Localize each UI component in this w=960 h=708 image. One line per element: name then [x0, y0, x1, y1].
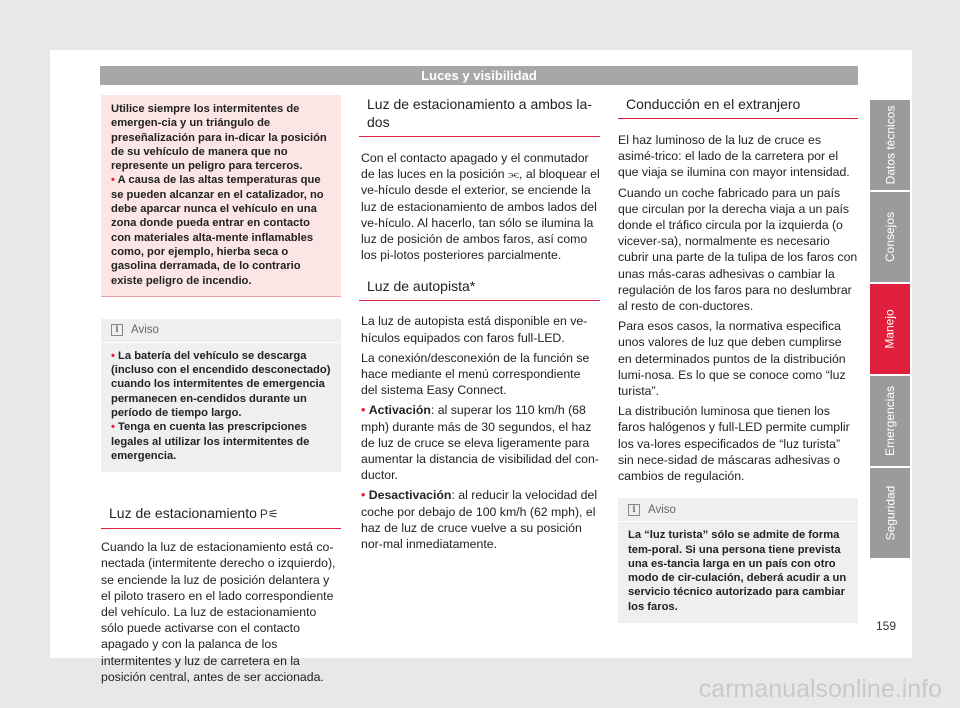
section-body: Con el contacto apagado y el conmutador de las luces en la posición ⫘, al bloquear el ve-hículo desde el exterior, se enciende la luz de estacionamiento de ambos lados del ve-hículo. Al hacerlo, tan sólo se ilumina la luz de posición de ambos faros, así como los pi-lotos posteriores parcialmente.	[361, 151, 600, 263]
parking-light-icon: P⚟	[259, 507, 279, 522]
deactivation-text: : al reducir la velocidad del coche por debajo de 100 km/h (62 mph), el haz de luz de cruce vuelve a su posición nor-mal inmediatamente.	[361, 488, 598, 552]
aviso-body	[101, 343, 341, 463]
tab-label: Consejos	[883, 211, 897, 263]
info-icon: i	[628, 504, 640, 516]
watermark: carmanualsonline.info	[698, 675, 942, 703]
tab-label: Datos técnicos	[883, 105, 898, 185]
deactivation-label: Desactivación	[368, 488, 452, 503]
aviso-box	[618, 498, 858, 623]
page-header: Luces y visibilidad	[100, 66, 858, 85]
aviso-title: Aviso	[648, 503, 676, 516]
column-middle	[359, 95, 600, 556]
tab-label: Manejo	[882, 309, 897, 349]
section-abroad	[618, 95, 858, 484]
page-number: 159	[876, 619, 897, 633]
abroad-text-4: La distribución luminosa que tienen los faros halógenos y full-LED permite cumplir los va-lores especificados de “luz turista” sin nece-sidad de máscaras adhesivas o cambios de regulación.	[618, 404, 850, 484]
section-title: Conducción en el extranjero	[618, 95, 858, 119]
bullet-icon: •	[111, 349, 115, 362]
abroad-text-2: Cuando un coche fabricado para un país que circulan por la derecha viaja a un país donde el tráfico circula por la izquierda (o vicever-sa), normalmente es necesario cubrir una parte de la tulipa de los faros con unas más-caras adhesivas o cambiar la regulación de los faros para no deslumbrar al resto de con-ductores.	[618, 185, 858, 314]
activation-item	[359, 402, 600, 483]
aviso-box	[101, 319, 341, 472]
tab-seguridad[interactable]	[870, 468, 910, 558]
column-right	[618, 95, 858, 623]
warning-box	[101, 95, 341, 297]
section-highway	[359, 277, 600, 552]
tab-label: Emergencias	[883, 385, 897, 457]
section-parking-both	[359, 95, 600, 263]
highway-text-1: La luz de autopista está disponible en ve-hículos equipados con faros full-LED.	[361, 314, 588, 345]
section-title: Luz de estacionamiento a ambos la-dos	[359, 95, 600, 137]
abroad-text-1: El haz luminoso de la luz de cruce es asimé-trico: el lado de la carretera por el que viaja se ilumina con mayor intensidad.	[618, 133, 850, 180]
column-left	[101, 95, 341, 689]
bullet-icon: •	[111, 421, 115, 434]
aviso-item	[111, 420, 331, 463]
chapter-tabs	[870, 100, 910, 560]
info-icon: i	[111, 324, 123, 336]
section-body: Cuando la luz de estacionamiento está co-nectada (intermitente derecho o izquierdo), se enciende la luz de posición delantera y el piloto trasero en el lado correspondiente del vehículo. La luz de estacionamiento sólo puede activarse con el contacto apagado y con la palanca de los intermitentes y luz de carretera en la posición central, antes de ser accionada.	[101, 540, 336, 684]
activation-text: : al superar los 110 km/h (68 mph) durante más de 30 segundos, el haz de luz de cruce se eleva ligeramente para aumentar la distancia de visibilidad del con-ductor.	[361, 403, 599, 483]
aviso-item	[111, 349, 331, 420]
section-title	[101, 504, 341, 529]
activation-label: Activación	[368, 403, 431, 418]
tab-datos-tecnicos[interactable]	[870, 100, 910, 190]
tab-manejo[interactable]	[870, 284, 910, 374]
warning-item	[111, 173, 331, 287]
section-title-text: Luz de estacionamiento	[109, 505, 257, 522]
aviso-header	[618, 498, 858, 522]
aviso-title: Aviso	[131, 324, 159, 337]
aviso-item-text: La batería del vehículo se descarga (incluso con el encendido desconectado) cuando los intermitentes de emergencia permanecen en-cendidos durante un período de tiempo largo.	[111, 349, 331, 420]
bullet-icon: •	[111, 174, 115, 187]
aviso-header	[101, 319, 341, 343]
highway-text-2: La conexión/desconexión de la función se hace mediante el menú correspondiente del sistema Easy Connect.	[361, 350, 590, 398]
aviso-item-text: Tenga en cuenta las prescripciones legales al utilizar los intermitentes de emergencia.	[111, 421, 310, 462]
tab-label: Seguridad	[883, 485, 897, 541]
tab-emergencias[interactable]	[870, 376, 910, 466]
warning-text-2: A causa de las altas temperaturas que se pueden alcanzar en el catalizador, no debe aparcar nunca el vehículo en una zona donde pueda entrar en contacto con materiales alta-mente inflamables como, por ejemplo, hierba seca o gasolina derramada, de lo contrario existe peligro de incendio.	[111, 174, 324, 287]
abroad-text-3: Para esos casos, la normativa especifica unos valores de luz que deben cumplirse en determinados puntos de la distribución lumi-nosa. Es lo que se conoce como “luz turista”.	[618, 319, 846, 399]
section-parking	[101, 504, 341, 685]
aviso-body: La “luz turista” sólo se admite de forma tem-poral. Si una persona tiene prevista una es-tancia larga en un país con otro modo de cir-culación, deberá acudir a un servicio técnico autorizado para cambiar los faros.	[628, 529, 847, 613]
bullet-icon: •	[361, 403, 366, 418]
warning-text-1: Utilice siempre los intermitentes de emergen-cia y un triángulo de preseñalización para in-dicar la posición de su vehículo de manera que no represente un peligro para terceros.	[111, 103, 327, 173]
tab-consejos[interactable]	[870, 192, 910, 282]
deactivation-item	[359, 487, 600, 552]
section-title: Luz de autopista*	[359, 277, 600, 301]
bullet-icon: •	[361, 488, 366, 503]
